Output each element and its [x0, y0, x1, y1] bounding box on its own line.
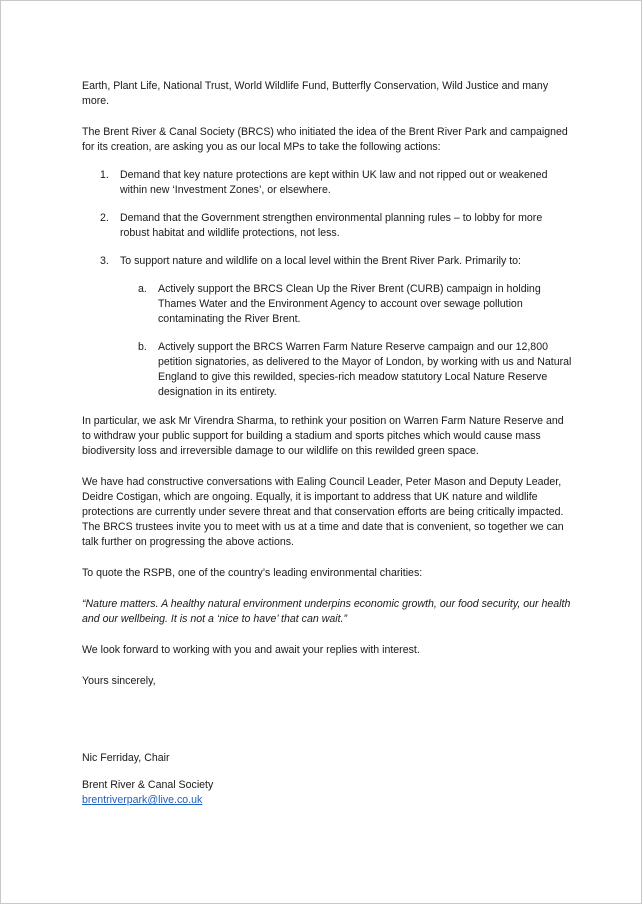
sub-action-marker: a.	[138, 283, 147, 295]
action-text: Demand that key nature protections are kept within UK law and not ripped out or weakened within new ‘Investment Zones’, or elsewhere.	[120, 169, 548, 196]
sub-action-item-a	[120, 282, 572, 327]
action-item-3	[82, 254, 572, 400]
opening-continuation-paragraph: Earth, Plant Life, National Trust, World Wildlife Fund, Butterfly Conservation, Wild Justice and many more.	[82, 80, 549, 107]
conversations-paragraph: We have had constructive conversations with Ealing Council Leader, Peter Mason and Deputy Leader, Deidre Costigan, which are ongoing. Equally, it is important to address that UK nature and wildlife protections are currently under severe threat and that conservation efforts are being critically impacted. The BRCS trustees invite you to meet with us at a time and date that is convenient, so together we can talk further on progressing the above actions.	[82, 476, 564, 548]
particular-paragraph: In particular, we ask Mr Virendra Sharma, to rethink your position on Warren Farm Nature Reserve and to withdraw your public support for building a stadium and sports pitches which would cause mass biodiversity loss and irreversible damage to our wildlife on this rewilded green space.	[82, 415, 564, 457]
sub-actions-list	[120, 282, 572, 400]
action-text: Demand that the Government strengthen environmental planning rules – to lobby for more robust habitat and wildlife protections, not less.	[120, 212, 543, 239]
organisation-name: Brent River & Canal Society	[82, 779, 214, 791]
email-line	[82, 793, 572, 808]
letter-body	[82, 79, 572, 808]
intro-paragraph: The Brent River & Canal Society (BRCS) who initiated the idea of the Brent River Park and campaigned for its creation, are asking you as our local MPs to take the following actions:	[82, 126, 568, 153]
closing-paragraph: We look forward to working with you and await your replies with interest.	[82, 644, 420, 656]
quote-intro-paragraph: To quote the RSPB, one of the country’s leading environmental charities:	[82, 567, 423, 579]
email-link[interactable]: brentriverpark@live.co.uk	[82, 794, 203, 806]
sub-action-text: Actively support the BRCS Warren Farm Nature Reserve campaign and our 12,800 petition signatories, as delivered to the Mayor of London, by working with us and Natural England to give this rewilded, species-rich meadow statutory Local Nature Reserve designation in its entirety.	[158, 341, 572, 398]
sub-action-text: Actively support the BRCS Clean Up the River Brent (CURB) campaign in holding Thames Water and the Environment Agency to account over sewage pollution contaminating the River Brent.	[158, 283, 541, 325]
actions-list	[82, 168, 572, 400]
sub-action-marker: b.	[138, 341, 147, 353]
rspb-quote: “Nature matters. A healthy natural environment underpins economic growth, our food security, our health and our wellbeing. It is not a ‘nice to have’ that can wait.”	[82, 598, 571, 625]
signoff: Yours sincerely,	[82, 675, 156, 687]
action-text: To support nature and wildlife on a local level within the Brent River Park. Primarily to:	[120, 255, 521, 267]
action-item-1	[82, 168, 572, 198]
action-marker: 1.	[100, 169, 109, 181]
signatory-name: Nic Ferriday, Chair	[82, 752, 170, 764]
action-marker: 3.	[100, 255, 109, 267]
action-item-2	[82, 211, 572, 241]
sub-action-item-b	[120, 340, 572, 400]
action-marker: 2.	[100, 212, 109, 224]
